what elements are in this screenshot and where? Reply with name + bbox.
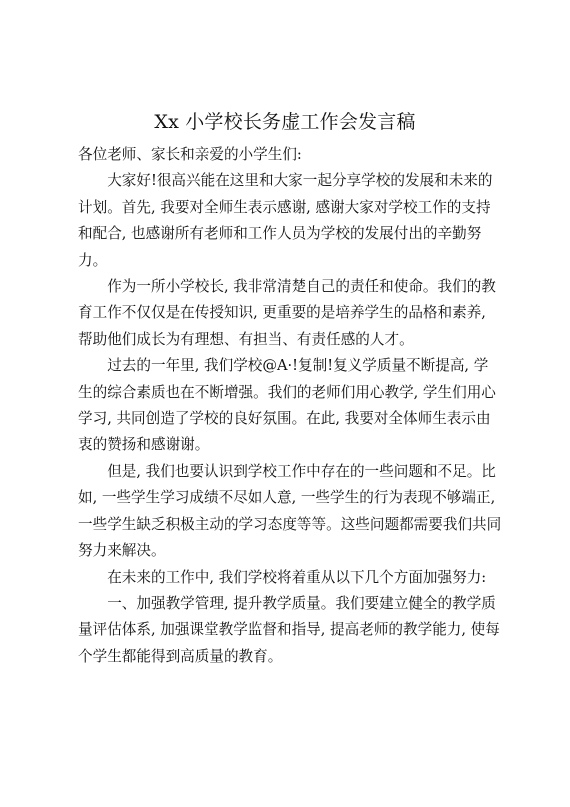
paragraph-future-intro: 在未来的工作中, 我们学校将着重从以下几个方面加强努力: — [107, 568, 487, 586]
document-body — [78, 142, 502, 670]
paragraph-teaching-management: 一、加强教学管理, 提升教学质量。我们要建立健全的教学质量评估体系, 加强课堂教学监督和指导, 提高老师的教学能力, 使每个学生都能得到高质量的教育。 — [78, 594, 500, 665]
paragraph-responsibility: 作为一所小学校长, 我非常清楚自己的责任和使命。我们的教育工作不仅仅是在传授知识, 更重要的是培养学生的品格和素养, 帮助他们成长为有理想、有担当、有责任感的人才。 — [78, 278, 496, 348]
salutation: 各位老师、家长和亲爱的小学生们: — [78, 146, 302, 163]
document-title: Xx 小学校长务虚工作会发言稿 — [154, 111, 416, 133]
paragraph-greeting: 大家好!很高兴能在这里和大家一起分享学校的发展和未来的计划。首先, 我要对全师生表示感谢, 感谢大家对学校工作的支持和配合, 也感谢所有老师和工作人员为学校的发展付出的辛勤努力。 — [78, 172, 493, 269]
paragraph-problems: 但是, 我们也要认识到学校工作中存在的一些问题和不足。比如, 一些学生学习成绩不尽如人意, 一些学生的行为表现不够端正, 一些学生缺乏积极主动的学习态度等等。这些问题都需要我们共同努力来解决。 — [78, 462, 502, 560]
paragraph-past-year: 过去的一年里, 我们学校@A·!复制!复义学质量不断提高, 学生的综合素质也在不断增强。我们的老师们用心教学, 学生们用心学习, 共同创造了学校的良好氛围。在此, 我要对全体师生表示由衷的赞扬和感谢谢。 — [78, 357, 496, 454]
